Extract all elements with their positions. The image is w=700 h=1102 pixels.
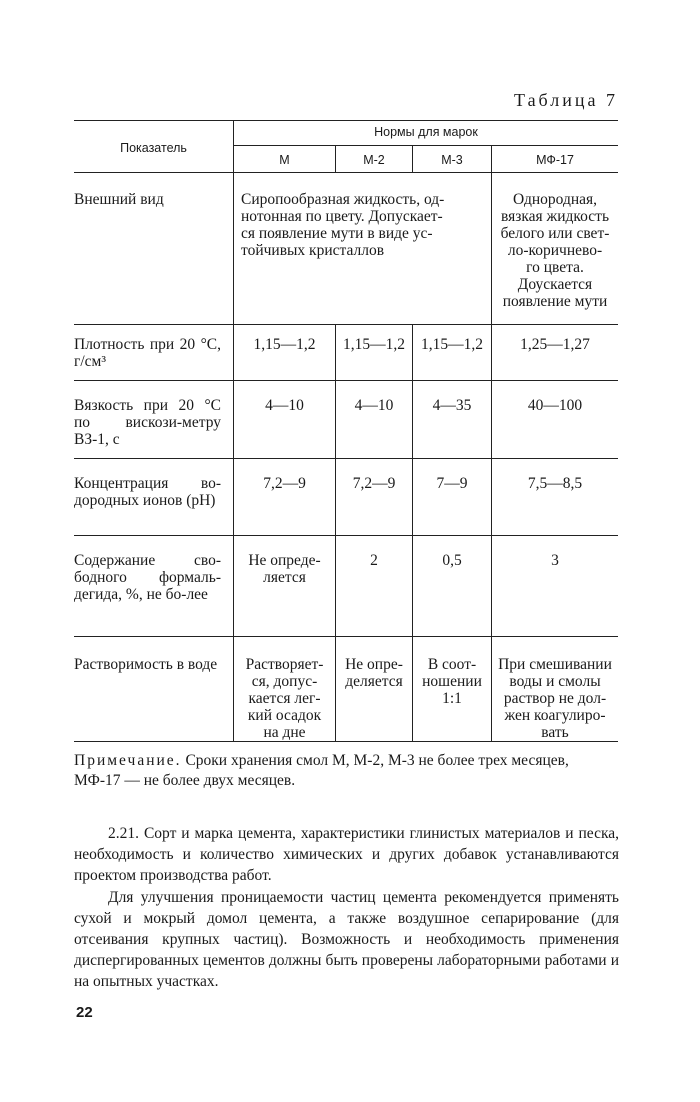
row-label: Содержание сво-бодного формаль-дегида, %, не бо-лее [74,552,221,603]
row-value: 1,15—1,2 [253,336,316,353]
row-label: Плотность при 20 °С, г/см³ [74,336,221,370]
row-value: Не опреде- ляется [248,552,321,586]
row-value-mf17: Однородная, вязкая жидкость белого или свет- ло-коричнево- го цвета. Доускается появление мути [500,191,610,310]
row-value: При смешивании воды и смолы раствор не дол- жен коагулиро- вать [498,656,612,741]
column-rule [233,120,234,741]
header-norms: Нормы для марок [374,125,478,139]
header-indicator: Показатель [120,141,187,155]
table-note [74,751,619,791]
row-value: 2 [370,552,378,569]
header-sub-rule [234,145,618,146]
paragraph: Для улучшения проницаемости частиц цемента рекомендуется применять сухой и мокрый домол цемента, а также воздушное сепарирование (для отсеивания крупных частиц). Возможность и необходимость применения диспергированных цементов должны быть проверены лабораторными работами и на опытных участках. [74,889,619,990]
row-value: 4—35 [432,397,472,414]
row-label: Внешний вид [74,191,164,208]
header-grade-mf17: МФ-17 [536,153,574,167]
header-grade-m3: М-3 [441,153,463,167]
row-label: Растворимость в воде [74,656,218,673]
row-value: 7,2—9 [263,475,306,492]
row-rule [74,458,618,459]
row-value: 1,15—1,2 [421,336,483,353]
paragraph: 2.21. Сорт и марка цемента, характеристики глинистых материалов и песка, необходимость и количество химических и других добавок устанавливаются проектом производства работ. [74,825,619,884]
header-grade-m: М [279,153,290,167]
table-title: Таблица 7 [514,90,618,110]
row-value: Не опре- деляется [345,656,403,690]
row-value: 7,5—8,5 [527,475,583,492]
row-value: 7—9 [436,475,468,492]
note-text: Сроки хранения смол М, М-2, М-3 не более трех месяцев, МФ-17 — не более двух месяцев. [74,752,569,789]
row-rule [74,636,618,637]
note-label: Примечание. [74,752,182,769]
row-value: 1,15—1,2 [343,336,405,353]
table-top-rule [74,120,618,121]
page-number: 22 [76,1004,93,1021]
row-label: Концентрация во-дородных ионов (рН) [74,475,221,509]
header-bottom-rule [74,172,618,173]
row-value: 0,5 [442,552,462,569]
row-rule [74,380,618,381]
row-rule [74,535,618,536]
row-value: 4—10 [265,397,304,414]
row-value: 40—100 [527,397,583,414]
row-value-span: Сиропообразная жидкость, од- нотонная по цвету. Допускает- ся появление мути в виде ус- тойчивых кристаллов [241,191,445,259]
row-value: 7,2—9 [352,475,396,492]
header-grade-m2: М-2 [363,153,385,167]
row-rule [74,324,618,325]
row-value: 4—10 [354,397,394,414]
row-value: Растворяет- ся, допус- кается лег- кий осадок на дне [245,656,324,741]
row-value: 3 [551,552,559,569]
row-value: В соот- ношении 1:1 [422,656,482,707]
row-value: 1,25—1,27 [520,336,590,353]
table-bottom-rule [74,741,618,742]
row-label: Вязкость при 20 °С по вискози-метру ВЗ-1, с [74,397,221,448]
